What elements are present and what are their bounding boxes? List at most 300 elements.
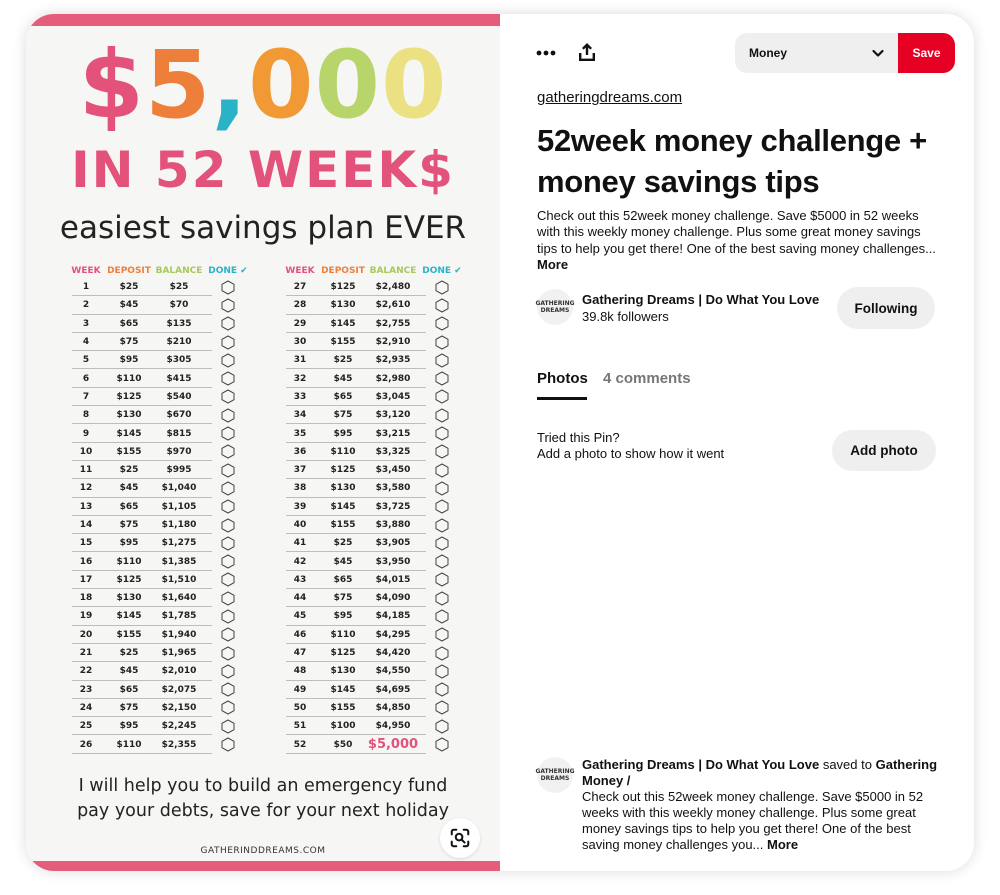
table-row (66, 626, 250, 644)
done-cell (420, 353, 464, 368)
week-cell: 3 (82, 318, 90, 329)
week-cell: 40 (293, 520, 307, 530)
done-checkbox-hexagon-icon (221, 444, 235, 459)
balance-cell: $4,695 (375, 684, 411, 695)
pin-details-panel (500, 14, 974, 871)
table-row (280, 534, 464, 552)
headline-char: 0 (314, 31, 381, 140)
week-cell: 49 (293, 684, 307, 695)
done-checkbox-hexagon-icon (435, 298, 449, 313)
table-row (280, 681, 464, 699)
balance-cell: $815 (166, 428, 192, 439)
balance-cell: $2,075 (161, 684, 197, 695)
board-select-dropdown[interactable] (735, 33, 899, 73)
deposit-cell: $155 (330, 702, 356, 713)
image-tagline: easiest savings plan EVER (59, 210, 467, 246)
done-checkbox-hexagon-icon (435, 408, 449, 423)
balance-cell: $4,950 (375, 721, 411, 732)
done-cell (420, 280, 464, 295)
done-cell (420, 554, 464, 569)
done-cell (206, 591, 250, 606)
balance-cell: $3,580 (375, 483, 411, 494)
week-cell: 22 (79, 666, 93, 677)
done-cell (206, 737, 250, 752)
week-cell: 28 (293, 300, 307, 311)
deposit-cell: $110 (116, 373, 142, 384)
done-checkbox-hexagon-icon (435, 463, 449, 478)
done-cell (206, 700, 250, 715)
done-checkbox-hexagon-icon (221, 426, 235, 441)
done-checkbox-hexagon-icon (435, 426, 449, 441)
deposit-cell: $155 (330, 520, 356, 530)
done-cell (206, 463, 250, 478)
done-checkbox-hexagon-icon (435, 444, 449, 459)
done-checkbox-hexagon-icon (221, 536, 235, 551)
balance-cell: $3,950 (375, 556, 411, 567)
table-row (280, 424, 464, 442)
savings-table-left (66, 264, 250, 754)
table-row (280, 717, 464, 735)
balance-cell: $670 (166, 410, 192, 421)
table-row (66, 498, 250, 516)
headline-char: 5 (145, 31, 212, 140)
balance-cell: $2,610 (375, 300, 411, 311)
done-checkbox-hexagon-icon (221, 609, 235, 624)
done-checkbox-hexagon-icon (221, 463, 235, 478)
tried-pin-question: Tried this Pin? (537, 430, 620, 445)
deposit-cell: $130 (330, 483, 356, 494)
table-row (280, 607, 464, 625)
table-row (66, 589, 250, 607)
done-checkbox-hexagon-icon (435, 627, 449, 642)
done-cell (420, 591, 464, 606)
saver-name[interactable]: Gathering Dreams | Do What You Love (582, 757, 820, 772)
week-cell: 48 (293, 666, 307, 677)
deposit-cell: $155 (116, 629, 142, 640)
done-checkbox-hexagon-icon (221, 554, 235, 569)
column-header-balance: BALANCE (155, 266, 203, 276)
table-row (66, 333, 250, 351)
column-header-done: DONE ✔ (208, 266, 248, 276)
creator-avatar[interactable] (537, 289, 573, 325)
table-row (280, 388, 464, 406)
table-row (66, 424, 250, 442)
deposit-cell: $130 (116, 410, 142, 421)
balance-cell: $2,150 (161, 702, 197, 713)
balance-cell: $4,090 (375, 593, 411, 604)
creator-name[interactable]: Gathering Dreams | Do What You Love (582, 292, 820, 307)
done-cell (420, 518, 464, 533)
week-cell: 44 (293, 593, 307, 604)
balance-cell: $4,185 (375, 611, 411, 622)
headline-char: , (211, 31, 249, 140)
done-cell (206, 353, 250, 368)
done-cell (206, 664, 250, 679)
creator-followers: 39.8k followers (582, 309, 669, 324)
done-cell (420, 664, 464, 679)
balance-cell: $1,640 (161, 593, 197, 604)
table-row (66, 644, 250, 662)
table-row (66, 278, 250, 296)
table-row (280, 662, 464, 680)
done-checkbox-hexagon-icon (221, 298, 235, 313)
more-options-button[interactable] (526, 33, 566, 73)
table-row (66, 607, 250, 625)
balance-cell: $1,105 (161, 501, 197, 512)
done-checkbox-hexagon-icon (435, 353, 449, 368)
done-cell (206, 316, 250, 331)
deposit-cell: $25 (333, 355, 353, 366)
image-headline-weeks: IN 52 WEEK$ (71, 141, 455, 199)
deposit-cell: $125 (330, 465, 356, 476)
share-button[interactable] (567, 32, 607, 72)
done-cell (420, 536, 464, 551)
deposit-cell: $95 (119, 538, 139, 549)
done-checkbox-hexagon-icon (221, 335, 235, 350)
done-cell (420, 463, 464, 478)
week-cell: 36 (293, 446, 307, 457)
week-cell: 39 (293, 501, 307, 512)
image-top-band (26, 14, 500, 26)
balance-cell: $3,215 (375, 428, 411, 439)
visual-search-icon (449, 827, 471, 849)
table-row (280, 735, 464, 753)
headline-char: 0 (380, 31, 448, 140)
balance-cell: $3,880 (375, 520, 411, 530)
deposit-cell: $25 (119, 282, 139, 293)
done-checkbox-hexagon-icon (435, 335, 449, 350)
balance-cell: $1,940 (161, 629, 197, 640)
done-checkbox-hexagon-icon (435, 389, 449, 404)
balance-cell: $3,120 (375, 410, 411, 421)
table-row (66, 388, 250, 406)
deposit-cell: $25 (333, 538, 353, 549)
done-checkbox-hexagon-icon (435, 700, 449, 715)
balance-cell: $1,275 (161, 538, 197, 549)
tab-photos[interactable]: Photos (537, 370, 588, 387)
deposit-cell: $145 (116, 611, 142, 622)
week-cell: 8 (82, 410, 90, 421)
deposit-cell: $125 (116, 574, 142, 585)
balance-cell: $2,935 (375, 355, 411, 366)
table-row (66, 534, 250, 552)
image-bottom-band (26, 861, 500, 871)
week-cell: 45 (293, 611, 307, 622)
pin-image[interactable] (26, 14, 500, 871)
week-cell: 17 (79, 574, 93, 585)
done-cell (420, 316, 464, 331)
week-cell: 25 (79, 721, 93, 732)
deposit-cell: $130 (116, 593, 142, 604)
done-cell (420, 371, 464, 386)
balance-cell: $3,045 (375, 391, 411, 402)
save-button[interactable]: Save (898, 33, 955, 73)
done-cell (206, 389, 250, 404)
deposit-cell: $155 (330, 337, 356, 348)
done-cell (420, 682, 464, 697)
week-cell: 38 (293, 483, 307, 494)
deposit-cell: $130 (330, 666, 356, 677)
deposit-cell: $25 (119, 465, 139, 476)
balance-cell: $1,180 (161, 520, 197, 530)
table-row (280, 552, 464, 570)
week-cell: 29 (293, 318, 307, 329)
balance-cell: $2,245 (161, 721, 197, 732)
balance-cell: $2,755 (375, 318, 411, 329)
done-cell (420, 627, 464, 642)
done-cell (420, 572, 464, 587)
balance-cell: $540 (166, 391, 192, 402)
balance-cell: $1,510 (161, 574, 197, 585)
table-row (66, 552, 250, 570)
done-cell (420, 298, 464, 313)
table-row (66, 717, 250, 735)
done-checkbox-hexagon-icon (435, 719, 449, 734)
source-link[interactable]: gatheringdreams.com (537, 89, 683, 106)
done-checkbox-hexagon-icon (221, 627, 235, 642)
done-checkbox-hexagon-icon (435, 646, 449, 661)
creator-avatar-line2: DREAMS (540, 307, 570, 314)
table-row (66, 681, 250, 699)
balance-cell: $2,355 (161, 739, 197, 750)
table-row (66, 516, 250, 534)
deposit-cell: $110 (116, 739, 142, 750)
done-checkbox-hexagon-icon (221, 481, 235, 496)
done-cell (420, 426, 464, 441)
headline-char: $ (78, 31, 146, 140)
image-footer-line1: I will help you to build an emergency fund (78, 776, 448, 796)
week-cell: 50 (293, 702, 307, 713)
week-cell: 43 (293, 574, 307, 585)
balance-cell: $4,420 (375, 648, 411, 659)
deposit-cell: $45 (119, 300, 139, 311)
saver-avatar-line2: DREAMS (540, 775, 570, 782)
pin-description-text: Check out this 52week money challenge. Save $5000 in 52 weeks with this weekly money challenge. Plus some great money savings tips to help you get there! One of the best saving money challenges... (537, 208, 936, 256)
balance-cell: $1,040 (161, 483, 197, 494)
deposit-cell: $25 (119, 648, 139, 659)
column-header-done: DONE ✔ (422, 266, 462, 276)
done-checkbox-hexagon-icon (435, 371, 449, 386)
week-cell: 23 (79, 684, 93, 695)
deposit-cell: $155 (116, 446, 142, 457)
done-cell (420, 499, 464, 514)
week-cell: 24 (79, 702, 93, 713)
deposit-cell: $65 (333, 574, 353, 585)
deposit-cell: $95 (333, 611, 353, 622)
done-checkbox-hexagon-icon (221, 408, 235, 423)
visual-search-button[interactable] (440, 818, 480, 858)
table-row (280, 479, 464, 497)
done-cell (206, 408, 250, 423)
done-checkbox-hexagon-icon (435, 280, 449, 295)
week-cell: 11 (79, 465, 93, 476)
table-row (280, 443, 464, 461)
done-cell (206, 481, 250, 496)
table-row (280, 296, 464, 314)
deposit-cell: $145 (116, 428, 142, 439)
deposit-cell: $95 (119, 721, 139, 732)
done-checkbox-hexagon-icon (221, 371, 235, 386)
balance-cell: $25 (169, 282, 189, 293)
done-checkbox-hexagon-icon (435, 682, 449, 697)
week-cell: 18 (79, 593, 93, 604)
table-row (66, 369, 250, 387)
deposit-cell: $65 (119, 318, 139, 329)
done-cell (206, 280, 250, 295)
week-cell: 35 (293, 428, 307, 439)
table-row (66, 315, 250, 333)
deposit-cell: $75 (119, 337, 139, 348)
week-cell: 16 (79, 556, 93, 567)
balance-cell: $2,980 (375, 373, 411, 384)
done-checkbox-hexagon-icon (221, 700, 235, 715)
done-cell (420, 719, 464, 734)
done-cell (206, 444, 250, 459)
table-row (66, 461, 250, 479)
balance-cell: $4,850 (375, 702, 411, 713)
add-photo-button[interactable]: Add photo (832, 430, 936, 471)
done-cell (420, 444, 464, 459)
week-cell: 2 (82, 300, 90, 311)
deposit-cell: $125 (330, 648, 356, 659)
week-cell: 42 (293, 556, 307, 567)
done-checkbox-hexagon-icon (221, 499, 235, 514)
done-cell (420, 700, 464, 715)
done-cell (420, 481, 464, 496)
saved-verb: saved to (822, 757, 872, 772)
deposit-cell: $65 (333, 391, 353, 402)
balance-cell: $1,785 (161, 611, 197, 622)
week-cell: 41 (293, 538, 307, 549)
image-footer-site: GATHERINDDREAMS.COM (200, 846, 326, 856)
table-row (280, 315, 464, 333)
table-row (280, 351, 464, 369)
week-cell: 21 (79, 648, 93, 659)
pin-title: 52week money challenge + money savings tips (537, 123, 927, 199)
done-checkbox-hexagon-icon (435, 554, 449, 569)
done-cell (420, 737, 464, 752)
deposit-cell: $45 (333, 373, 353, 384)
saved-board-link[interactable]: Gathering Money / (582, 757, 938, 788)
deposit-cell: $45 (119, 666, 139, 677)
saved-activity (582, 757, 938, 853)
balance-cell: $4,015 (375, 574, 411, 585)
table-row (66, 479, 250, 497)
deposit-cell: $125 (116, 391, 142, 402)
week-cell: 33 (293, 391, 307, 402)
savings-table-header (66, 264, 250, 278)
table-row (280, 498, 464, 516)
savings-table-header (280, 264, 464, 278)
deposit-cell: $145 (330, 318, 356, 329)
done-cell (420, 389, 464, 404)
done-checkbox-hexagon-icon (435, 664, 449, 679)
done-checkbox-hexagon-icon (435, 737, 449, 752)
week-cell: 7 (82, 391, 90, 402)
week-cell: 13 (79, 501, 93, 512)
deposit-cell: $110 (330, 446, 356, 457)
done-cell (206, 682, 250, 697)
saver-avatar[interactable] (537, 757, 573, 793)
done-checkbox-hexagon-icon (221, 664, 235, 679)
done-cell (206, 554, 250, 569)
table-row (280, 626, 464, 644)
balance-cell: $3,725 (375, 501, 411, 512)
table-row (66, 443, 250, 461)
done-cell (420, 408, 464, 423)
done-checkbox-hexagon-icon (221, 353, 235, 368)
balance-cell: $3,325 (375, 446, 411, 457)
balance-cell: $135 (166, 318, 192, 329)
week-cell: 52 (293, 739, 307, 750)
deposit-cell: $145 (330, 501, 356, 512)
saved-description: Check out this 52week money challenge. Save $5000 in 52 weeks with this weekly money challenge. Plus some great money savings tips to help you get there! One of the best saving money challenges you... (582, 789, 924, 852)
table-row (280, 369, 464, 387)
balance-cell: $3,905 (375, 538, 411, 549)
week-cell: 12 (79, 483, 93, 494)
balance-cell: $415 (166, 373, 192, 384)
deposit-cell: $100 (330, 721, 356, 732)
deposit-cell: $50 (333, 739, 353, 750)
balance-cell: $970 (166, 446, 192, 457)
deposit-cell: $65 (119, 684, 139, 695)
done-checkbox-hexagon-icon (435, 499, 449, 514)
saved-more-link[interactable]: More (767, 837, 799, 852)
following-button[interactable]: Following (837, 287, 935, 329)
week-cell: 9 (82, 428, 90, 439)
saver-avatar-line1: GATHERING (535, 768, 575, 775)
done-checkbox-hexagon-icon (221, 737, 235, 752)
done-checkbox-hexagon-icon (435, 316, 449, 331)
deposit-cell: $125 (330, 282, 356, 293)
week-cell: 14 (79, 520, 93, 530)
image-footer-text (26, 774, 500, 824)
week-cell: 46 (293, 629, 307, 640)
done-checkbox-hexagon-icon (435, 481, 449, 496)
done-checkbox-hexagon-icon (221, 280, 235, 295)
balance-cell: $5,000 (367, 737, 419, 753)
week-cell: 34 (293, 410, 307, 421)
week-cell: 51 (293, 721, 307, 732)
table-row (280, 699, 464, 717)
week-cell: 19 (79, 611, 93, 622)
balance-cell: $4,550 (375, 666, 411, 677)
savings-table-right (280, 264, 464, 754)
done-cell (206, 518, 250, 533)
week-cell: 32 (293, 373, 307, 384)
deposit-cell: $95 (119, 355, 139, 366)
column-header-balance: BALANCE (369, 266, 417, 276)
table-row (280, 644, 464, 662)
done-checkbox-hexagon-icon (435, 591, 449, 606)
description-more-link[interactable]: More (537, 256, 569, 272)
share-icon (577, 42, 597, 62)
table-row (280, 406, 464, 424)
done-cell (420, 609, 464, 624)
balance-cell: $70 (169, 300, 189, 311)
done-checkbox-hexagon-icon (221, 646, 235, 661)
deposit-cell: $110 (116, 556, 142, 567)
done-cell (206, 371, 250, 386)
done-cell (420, 646, 464, 661)
image-headline-amount (26, 31, 500, 140)
balance-cell: $210 (166, 337, 192, 348)
column-header-deposit: DEPOSIT (107, 266, 151, 276)
deposit-cell: $75 (119, 520, 139, 530)
tab-comments[interactable]: 4 comments (603, 370, 691, 387)
balance-cell: $2,480 (375, 282, 411, 293)
balance-cell: $995 (166, 465, 192, 476)
